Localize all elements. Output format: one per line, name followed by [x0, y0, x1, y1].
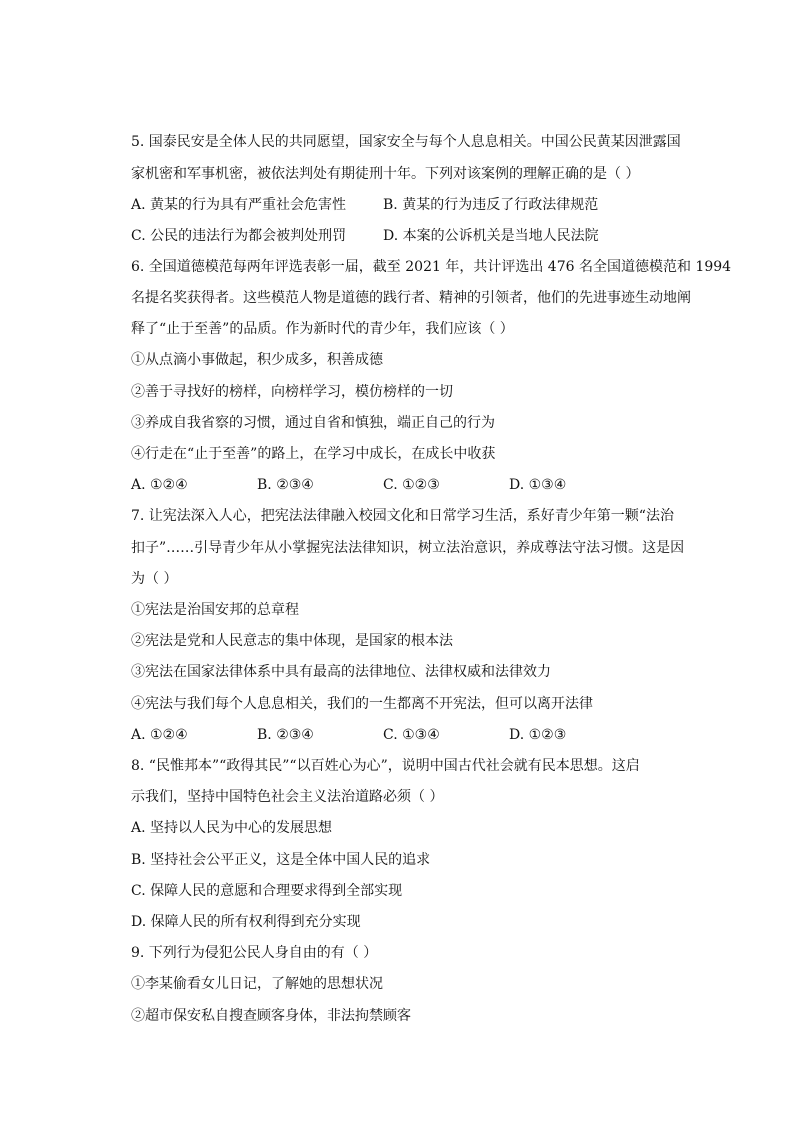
q6-option-c: C. ①②③ — [383, 477, 440, 493]
q6-option-d: D. ①③④ — [509, 477, 567, 493]
q5-option-a: A. 黄某的行为具有严重社会危害性 — [131, 197, 347, 213]
q9-stem-line1: 9. 下列行为侵犯公民人身自由的有（ ） — [131, 945, 378, 961]
q6-stem-line1: 6. 全国道德模范每两年评选表彰一届，截至 2021 年，共计评选出 476 名全国道德模范和 1994 — [131, 259, 732, 275]
q8-option-c: C. 保障人民的意愿和合理要求得到全部实现 — [131, 883, 403, 899]
q8-stem-line2: 示我们，坚持中国特色社会主义法治道路必须（ ） — [131, 789, 444, 805]
q7-item-4: ④宪法与我们每个人息息相关，我们的一生都离不开宪法，但可以离开法律 — [131, 696, 593, 712]
q7-item-3: ③宪法在国家法律体系中具有最高的法律地位、法律权威和法律效力 — [131, 664, 551, 680]
q8-option-a: A. 坚持以人民为中心的发展思想 — [131, 820, 333, 836]
q6-item-1: ①从点滴小事做起，积少成多，积善成德 — [131, 352, 383, 368]
q5-option-b: B. 黄某的行为违反了行政法律规范 — [383, 197, 599, 213]
q8-stem-line1: 8. “民惟邦本”“政得其民”“以百姓心为心”，说明中国古代社会就有民本思想。这启 — [131, 758, 640, 774]
q6-item-2: ②善于寻找好的榜样，向榜样学习，模仿榜样的一切 — [131, 384, 453, 400]
q6-stem-line2: 名提名奖获得者。这些模范人物是道德的践行者、精神的引领者，他们的先进事迹生动地阐 — [131, 290, 691, 306]
q7-item-2: ②宪法是党和人民意志的集中体现，是国家的根本法 — [131, 633, 453, 649]
q7-stem-line1: 7. 让宪法深入人心，把宪法法律融入校园文化和日常学习生活，系好青少年第一颗“法治 — [131, 508, 674, 524]
q7-option-c: C. ①③④ — [383, 727, 440, 743]
q8-option-d: D. 保障人民的所有权利得到充分实现 — [131, 914, 361, 930]
q6-item-3: ③养成自我省察的习惯，通过自省和慎独，端正自己的行为 — [131, 415, 495, 431]
q6-option-b: B. ②③④ — [257, 477, 314, 493]
q7-option-b: B. ②③④ — [257, 727, 314, 743]
q9-item-2: ②超市保安私自搜查顾客身体，非法拘禁顾客 — [131, 1008, 411, 1024]
q7-stem-line3: 为（ ） — [131, 571, 178, 587]
q5-option-c: C. 公民的违法行为都会被判处刑罚 — [131, 228, 347, 244]
q6-item-4: ④行走在“止于至善”的路上，在学习中成长，在成长中收获 — [131, 446, 496, 462]
q7-option-a: A. ①②④ — [131, 727, 188, 743]
q5-option-d: D. 本案的公诉机关是当地人民法院 — [383, 228, 599, 244]
q6-option-a: A. ①②④ — [131, 477, 188, 493]
q6-stem-line3: 释了“止于至善”的品质。作为新时代的青少年，我们应该（ ） — [131, 321, 514, 337]
q9-item-1: ①李某偷看女儿日记，了解她的思想状况 — [131, 976, 383, 992]
q8-option-b: B. 坚持社会公平正义，这是全体中国人民的追求 — [131, 852, 431, 868]
q7-item-1: ①宪法是治国安邦的总章程 — [131, 602, 299, 618]
q5-stem-line1: 5. 国泰民安是全体人民的共同愿望，国家安全与每个人息息相关。中国公民黄某因泄露国 — [131, 134, 681, 150]
q7-option-d: D. ①②③ — [509, 727, 567, 743]
q7-stem-line2: 扣子”……引导青少年从小掌握宪法法律知识，树立法治意识，养成尊法守法习惯。这是因 — [131, 540, 685, 556]
q5-stem-line2: 家机密和军事机密，被依法判处有期徒刑十年。下列对该案例的理解正确的是（ ） — [131, 166, 640, 182]
